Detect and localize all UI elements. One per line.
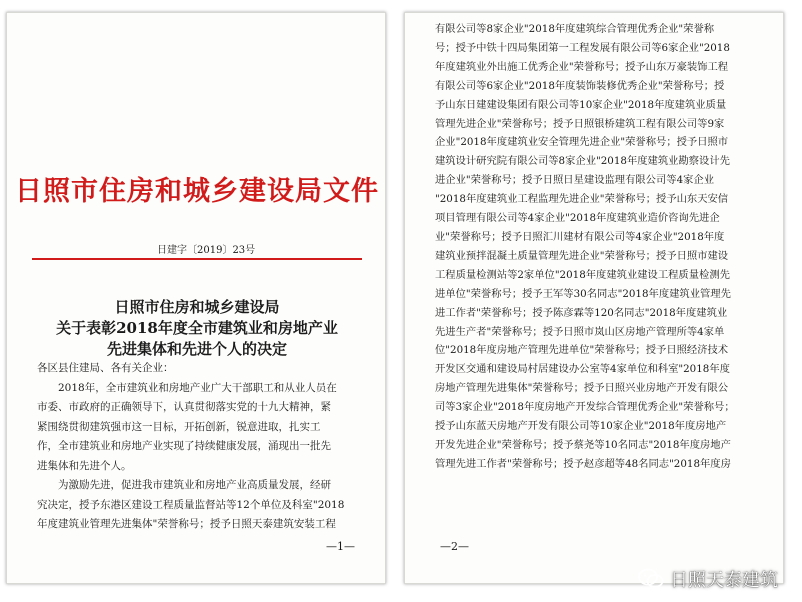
body-line: 进集体和先进个人。 bbox=[37, 459, 132, 472]
body-line: 市委、市政府的正确领导下，认真贯彻落实党的十九大精神，紧 bbox=[37, 401, 331, 413]
body-line: "2018年度建筑业工程监理先进企业"荣誉称号；授予山东天安信 bbox=[435, 193, 729, 206]
body-line: 年度建筑业外出施工优秀企业"荣誉称号；授予山东万豪装饰工程 bbox=[435, 60, 729, 73]
body-line: 紧围绕贯彻建筑强市这一目标，开拓创新，锐意进取，扎实工 bbox=[37, 420, 321, 433]
body-line: 有限公司等8家企业"2018年度建筑综合管理优秀企业"荣誉称 bbox=[435, 23, 715, 35]
red-divider-line bbox=[32, 258, 362, 260]
account-watermark bbox=[638, 566, 778, 592]
decision-title-line: 先进集体和先进个人的决定 bbox=[106, 340, 287, 358]
body-line: 有限公司等6家企业"2018年度装饰装修优秀企业"荣誉称号；授 bbox=[435, 79, 725, 92]
body-line: 企业"2018年度建筑业安全管理先进企业"荣誉称号；授予日照市 bbox=[435, 136, 729, 149]
body-line: 予山东日建建设集团有限公司等10家企业"2018年度建筑业质量 bbox=[435, 98, 727, 111]
body-line: 进工作者"荣誉称号；授予陈彦霖等120名同志"2018年度建筑业 bbox=[435, 306, 728, 319]
body-line: 开发先进企业"荣誉称号；授予蔡尧等10名同志"2018年度房地产 bbox=[435, 438, 731, 451]
body-line: 作，全市建筑业和房地产业实现了持续健康发展，涌现出一批先 bbox=[37, 440, 331, 452]
body-line: 2018年，全市建筑业和房地产业广大干部职工和从业人员在 bbox=[37, 381, 337, 394]
document-header-title: 日照市住房和城乡建设局文件 bbox=[15, 176, 379, 207]
body-line: 管理先进企业"荣誉称号；授予日照银桥建筑工程有限公司等9家 bbox=[435, 117, 725, 130]
body-line: 房地产管理先进集体"荣誉称号；授予日照兴业房地产开发有限公 bbox=[435, 382, 729, 395]
body-line: 先进生产者"荣誉称号；授予日照市岚山区房地产管理所等4家单 bbox=[435, 325, 725, 338]
decision-title-line: 关于表彰2018年度全市建筑业和房地产业 bbox=[56, 319, 338, 337]
body-line: 授予山东蓝天房地产开发有限公司等10家企业"2018年度房地产 bbox=[435, 420, 727, 433]
page-number: —1— bbox=[326, 540, 355, 553]
body-line: 司等3家企业"2018年度房地产开发综合管理优秀企业"荣誉称号； bbox=[435, 401, 735, 414]
watermark-label: 日照天泰建筑 bbox=[670, 570, 778, 591]
body-text-right bbox=[435, 20, 760, 474]
decision-title-line: 日照市住房和城乡建设局 bbox=[114, 298, 280, 316]
body-line: 号；授予中铁十四局集团第一工程发展有限公司等6家企业"2018 bbox=[435, 41, 730, 54]
decision-title bbox=[7, 297, 386, 360]
body-line: 位"2018年度房地产管理先进单位"荣誉称号；授予日照经济技术 bbox=[435, 344, 729, 357]
body-line: 为激励先进，促进我市建筑业和房地产业高质量发展，经研 bbox=[37, 479, 331, 491]
body-line: 究决定，授予东港区建设工程质量监督站等12个单位及科室"2018 bbox=[37, 498, 345, 511]
body-line: 各区县住建局、各有关企业： bbox=[37, 362, 174, 374]
body-line: 项目管理有限公司等4家企业"2018年度建筑业造价咨询先进企 bbox=[435, 212, 720, 225]
document-number: 日建字〔2019〕23号 bbox=[157, 245, 256, 256]
document-page-2 bbox=[404, 12, 784, 584]
body-text-left bbox=[37, 359, 367, 535]
body-line: 建筑业预拌混凝土质量管理先进企业"荣誉称号；授予日照市建设 bbox=[435, 249, 729, 262]
wechat-icon bbox=[638, 568, 664, 590]
body-line: 进企业"荣誉称号；授予日照日星建设监理有限公司等4家企业 bbox=[435, 174, 715, 187]
body-line: 进单位"荣誉称号；授予王军等30名同志"2018年度建筑业管理先 bbox=[435, 287, 731, 300]
body-line: 开发区交通和建设局村居建设办公室等4家单位和科室"2018年度 bbox=[435, 363, 730, 376]
body-line: 工程质量检测站等2家单位"2018年度建筑业建设工程质量检测先 bbox=[435, 268, 730, 281]
body-line: 管理先进工作者"荣誉称号；授予赵彦超等48名同志"2018年度房 bbox=[435, 457, 731, 470]
page-number: —2— bbox=[440, 540, 469, 553]
document-page-1 bbox=[6, 12, 386, 584]
body-line: 年度建筑业管理先进集体"荣誉称号；授予日照天泰建筑安装工程 bbox=[37, 518, 336, 530]
body-line: 建筑设计研究院有限公司等8家企业"2018年度建筑业勘察设计先 bbox=[435, 155, 730, 168]
body-line: 业"荣誉称号；授予日照汇川建材有限公司等4家企业"2018年度 bbox=[435, 230, 725, 243]
